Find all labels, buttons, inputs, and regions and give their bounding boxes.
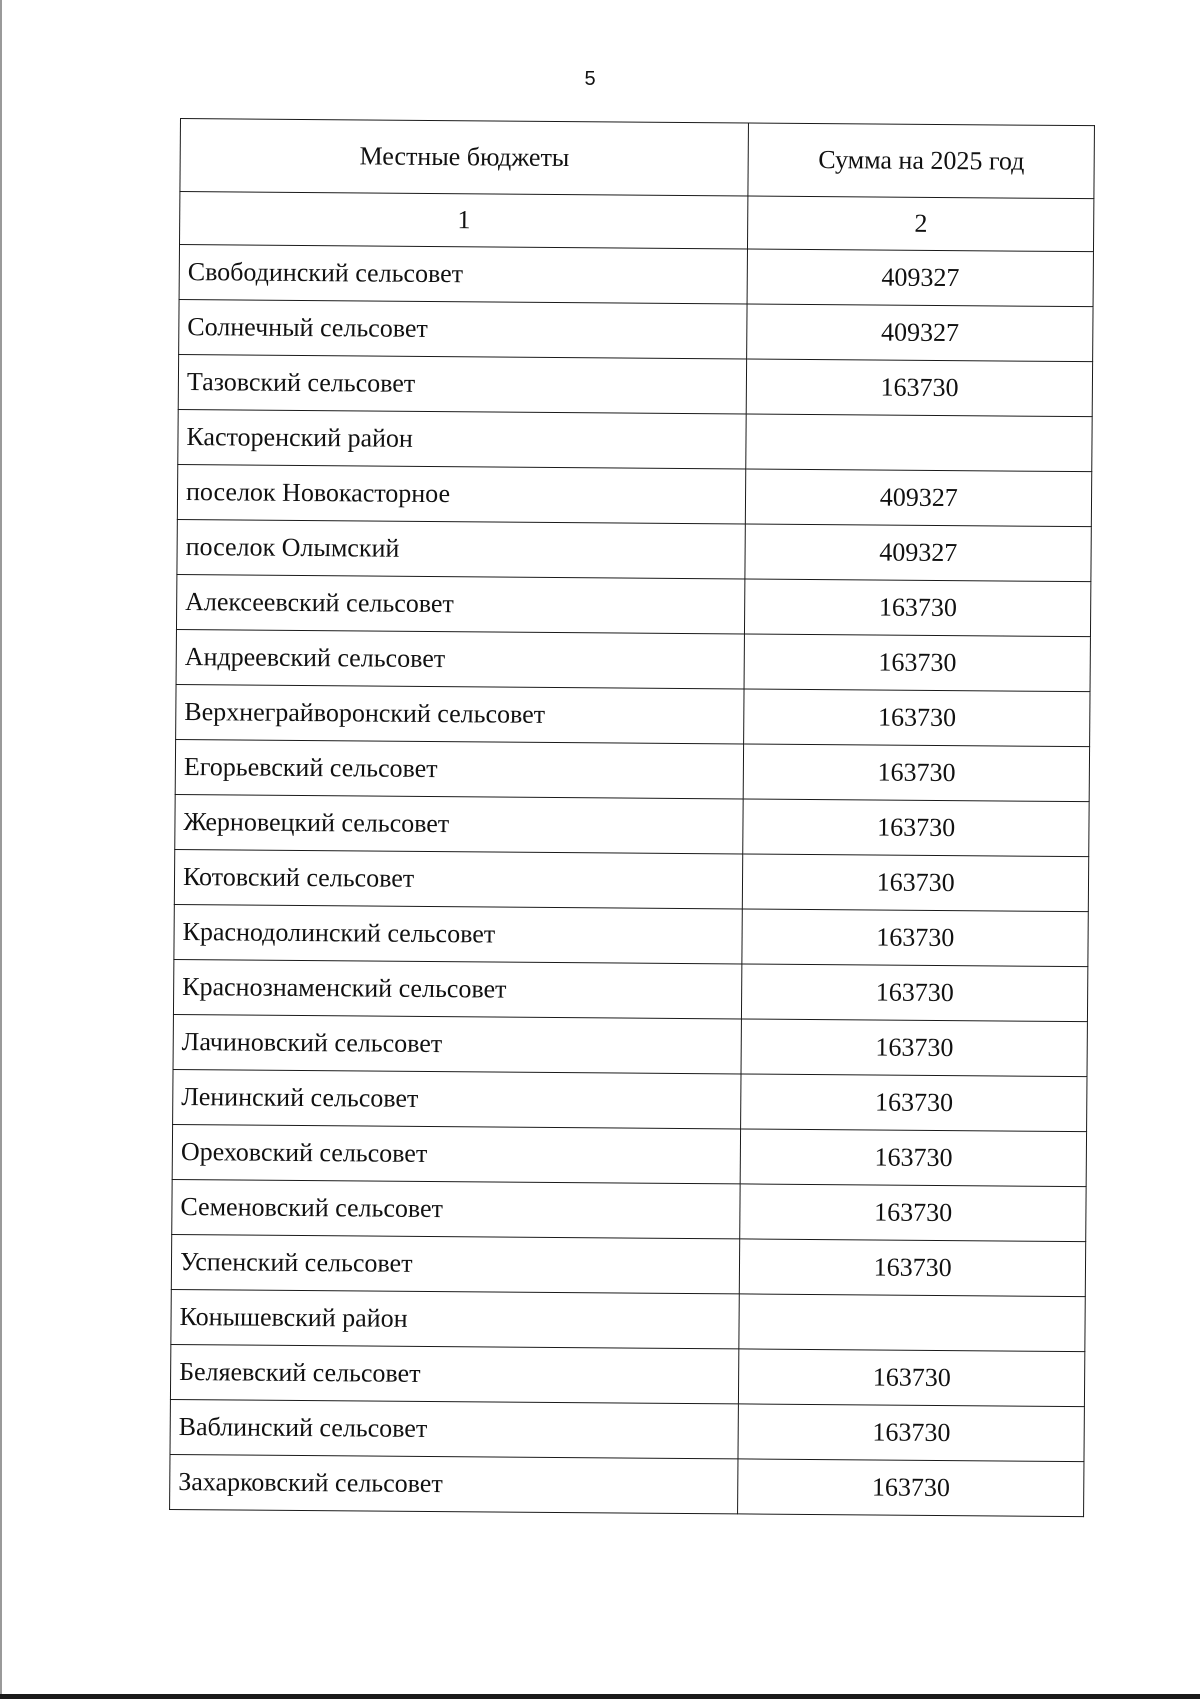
amount-cell [739,1294,1085,1352]
table-row [178,409,1092,471]
amount-cell: 163730 [745,579,1091,637]
table-row [176,574,1090,636]
scan-edge-bottom [0,1694,1200,1699]
table-body [170,245,1094,1517]
budget-name-cell: Свободинский сельсовет [179,245,748,304]
budget-name-cell: Тазовский сельсовет [178,354,747,413]
table-row [177,464,1091,526]
table-row [171,1289,1085,1351]
budget-name-cell: Краснознаменский сельсовет [173,959,742,1018]
budget-name-cell: Краснодолинский сельсовет [174,904,743,963]
table-row [173,1069,1087,1131]
budget-name-cell: поселок Новокасторное [177,464,746,523]
table-row [177,519,1091,581]
table-row [174,904,1088,966]
table-row [178,354,1092,416]
amount-cell [746,414,1092,472]
budget-name-cell: Беляевский сельсовет [170,1344,739,1403]
budget-name-cell: Касторенский район [178,409,747,468]
budget-name-cell: Конышевский район [171,1289,740,1348]
amount-cell: 163730 [743,799,1089,857]
amount-cell: 163730 [739,1349,1085,1407]
table-row [173,1014,1087,1076]
table-row [179,299,1093,361]
budget-name-cell: Захарковский сельсовет [170,1454,739,1513]
table-row [171,1234,1085,1296]
page-number: 5 [584,68,596,90]
amount-cell: 409327 [746,469,1092,527]
table-row [173,959,1087,1021]
amount-cell: 163730 [741,1129,1087,1187]
table-row [170,1454,1084,1516]
table-row [176,629,1090,691]
budget-name-cell: Лачиновский сельсовет [173,1014,742,1073]
budget-name-cell: Успенский сельсовет [171,1234,740,1293]
table-row [175,794,1089,856]
amount-cell: 163730 [742,964,1088,1022]
table-row [174,849,1088,911]
scan-edge-left [0,0,2,1699]
table-row [170,1344,1084,1406]
budget-name-cell: Жерновецкий сельсовет [175,794,744,853]
amount-cell: 163730 [744,689,1090,747]
column-number-2: 2 [748,196,1094,252]
amount-cell: 163730 [740,1184,1086,1242]
table-row [170,1399,1084,1461]
amount-cell: 163730 [747,359,1093,417]
budget-name-cell: поселок Олымский [177,519,746,578]
budget-name-cell: Ваблинский сельсовет [170,1399,739,1458]
budget-name-cell: Верхнеграйворонский сельсовет [176,684,745,743]
amount-cell: 163730 [740,1239,1086,1297]
table-row [179,245,1093,307]
amount-cell: 409327 [747,304,1093,362]
amount-cell: 163730 [738,1459,1084,1517]
amount-cell: 163730 [743,854,1089,912]
budget-name-cell: Егорьевский сельсовет [175,739,744,798]
amount-cell: 163730 [741,1074,1087,1132]
table-row [172,1179,1086,1241]
budget-name-cell: Алексеевский сельсовет [176,574,745,633]
budget-name-cell: Ленинский сельсовет [173,1069,742,1128]
column-number-row [180,192,1094,252]
budget-table [169,118,1095,1517]
amount-cell: 409327 [745,524,1091,582]
budget-name-cell: Ореховский сельсовет [172,1124,741,1183]
amount-cell: 163730 [744,744,1090,802]
amount-cell: 163730 [738,1404,1084,1462]
budget-name-cell: Андреевский сельсовет [176,629,745,688]
budget-name-cell: Семеновский сельсовет [172,1179,741,1238]
amount-cell: 163730 [744,634,1090,692]
amount-cell: 409327 [747,249,1093,307]
table-header-row [180,119,1095,199]
column-number-1: 1 [180,192,749,249]
amount-cell: 163730 [742,909,1088,967]
header-local-budgets: Местные бюджеты [180,119,749,196]
table-row [172,1124,1086,1186]
header-amount-2025: Сумма на 2025 год [748,123,1094,199]
budget-name-cell: Солнечный сельсовет [179,299,748,358]
amount-cell: 163730 [741,1019,1087,1077]
table-row [175,739,1089,801]
table-row [176,684,1090,746]
budget-name-cell: Котовский сельсовет [174,849,743,908]
